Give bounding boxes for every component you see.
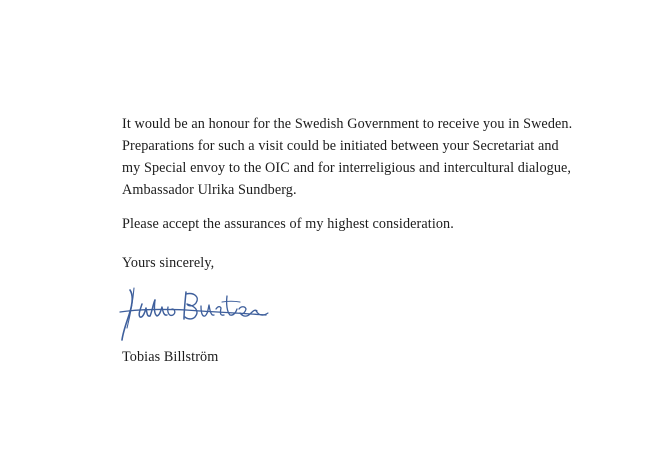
- paragraph-1-line-2: Preparations for such a visit could be initiated between your Secretariat and: [122, 138, 559, 154]
- paragraph-1-line-4: Ambassador Ulrika Sundberg.: [122, 182, 297, 198]
- paragraph-1-line-3: my Special envoy to the OIC and for interreligious and intercultural dialogue,: [122, 160, 572, 176]
- handwritten-signature: [116, 282, 276, 344]
- closing-salutation: Yours sincerely,: [122, 255, 215, 271]
- paragraph-2: Please accept the assurances of my highest consideration.: [122, 216, 454, 232]
- signatory-name: Tobias Billström: [122, 349, 219, 365]
- paragraph-1-line-1: It would be an honour for the Swedish Government to receive you in Sweden.: [122, 116, 573, 132]
